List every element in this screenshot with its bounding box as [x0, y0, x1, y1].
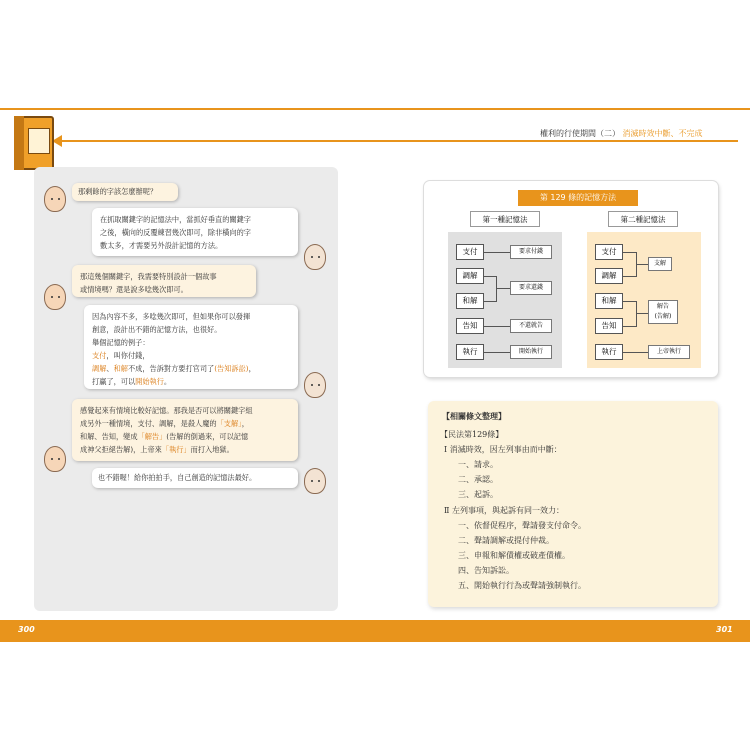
- keyword-box: 和解: [456, 293, 484, 309]
- keyword-box: 告知: [456, 318, 484, 334]
- page-number-right: 301: [716, 625, 733, 634]
- teacher-avatar: [304, 244, 326, 270]
- chapter-title-main: 權利的行使期間（二）: [540, 129, 620, 138]
- bubble-text: 成神父拒絕告解)，上帝來: [80, 445, 162, 454]
- student-avatar: [44, 446, 66, 472]
- keyword-box: 調解: [595, 268, 623, 284]
- connector: [623, 326, 637, 327]
- bubble-text: ，: [248, 364, 256, 373]
- keyword: 「執行」: [161, 445, 191, 454]
- bubble-line: [80, 417, 290, 430]
- keyword: 支付: [92, 351, 107, 360]
- header-arrow-line: [58, 140, 738, 142]
- book-label: [28, 128, 50, 154]
- teacher-avatar: [304, 468, 326, 494]
- bubble-text: 和解、告知，變成: [80, 432, 138, 441]
- bubble-text: 那剩餘的字該怎麼辦呢？: [78, 187, 158, 196]
- law-item: Ⅰ 消滅時效，因左列事由而中斷：: [444, 445, 562, 454]
- bubble-line: [92, 362, 290, 375]
- connector: [496, 276, 497, 302]
- bubble-line: 舉個記憶的例子：: [92, 338, 150, 347]
- keyword-box: 支付: [456, 244, 484, 260]
- teacher-avatar: [304, 372, 326, 398]
- connector: [484, 301, 496, 302]
- keyword: (告知訴訟): [214, 364, 249, 373]
- result-box: 要求付錢: [510, 245, 552, 259]
- bubble-line: 因為內容不多，多唸幾次即可，但如果你可以發揮: [92, 312, 251, 321]
- result-box: 支解: [648, 257, 672, 271]
- method2-label: 第二種記憶法: [608, 211, 678, 227]
- law-item: 一、依督促程序，聲請發支付命令。: [458, 521, 586, 530]
- speech-bubble: [72, 265, 256, 297]
- bubble-line: [80, 443, 290, 456]
- law-item: 三、申報和解債權或破產債權。: [458, 551, 570, 560]
- chapter-title: [540, 128, 703, 139]
- keyword: 和解: [113, 364, 128, 373]
- student-avatar: [44, 284, 66, 310]
- keyword-box: 調解: [456, 268, 484, 284]
- bubble-text: ，叫你付錢，: [106, 351, 150, 360]
- bubble-line: 感覺起來有情境比較好記憶。那我是否可以將關鍵字組: [80, 406, 253, 415]
- bubble-line: [92, 375, 290, 388]
- book-spine: [14, 116, 24, 170]
- page-number-left: 300: [18, 625, 35, 634]
- law-item: 二、承認。: [458, 475, 498, 484]
- speech-bubble: [92, 208, 298, 256]
- bubble-text: (告解的倒過來，可以記憶: [166, 432, 249, 441]
- chapter-title-highlight: 消滅時效中斷、不完成: [622, 129, 703, 138]
- law-item: 五、開始執行行為或聲請強制執行。: [458, 581, 586, 590]
- keyword-box: 支付: [595, 244, 623, 260]
- bubble-text: 而打入地獄。: [190, 445, 234, 454]
- result-box: 開始執行: [510, 345, 552, 359]
- connector: [623, 276, 637, 277]
- result-box: 要求還錢: [510, 281, 552, 295]
- speech-bubble: [92, 468, 298, 488]
- law-item: 一、請求。: [458, 460, 498, 469]
- connector: [623, 301, 637, 302]
- result-box: 上帝執行: [648, 345, 690, 359]
- top-rule: [0, 108, 750, 110]
- bubble-line: 數太多，才需要另外設計記憶的方法。: [100, 241, 223, 250]
- keyword: 開始執行: [135, 377, 164, 386]
- connector: [484, 252, 510, 253]
- connector: [636, 264, 648, 265]
- bubble-line: 或情境嗎？還是說多唸幾次即可。: [80, 285, 188, 294]
- bubble-line: 在抓取關鍵字的記憶法中，當抓好垂直的關鍵字: [100, 215, 251, 224]
- law-item: 四、告知訴訟。: [458, 566, 514, 575]
- bubble-text: 不成，告訴對方要打官司了: [127, 364, 215, 373]
- speech-bubble: [72, 399, 298, 461]
- law-heading: 【相關條文整理】: [442, 411, 506, 421]
- speech-bubble: [84, 305, 298, 389]
- keyword: 「支解」: [216, 419, 242, 428]
- law-item: 二、聲請調解或提付仲裁。: [458, 536, 554, 545]
- bubble-line: 之後，橫向的反覆練習幾次即可，除非橫向的字: [100, 228, 251, 237]
- connector: [636, 313, 648, 314]
- bubble-line: [92, 349, 290, 362]
- related-articles-box: [428, 401, 718, 607]
- connector: [484, 352, 510, 353]
- keyword: 「解告」: [137, 432, 167, 441]
- connector: [623, 252, 637, 253]
- law-article: 【民法第129條】: [440, 430, 504, 439]
- connector: [623, 352, 648, 353]
- footer-bar: [0, 620, 750, 642]
- bubble-text: 也不錯喔！給你拍拍手，自己創造的記憶法最好。: [98, 473, 257, 482]
- keyword-box: 執行: [595, 344, 623, 360]
- bubble-text: 成另外一種情境，支付、調解，是殺人魔的: [80, 419, 217, 428]
- keyword: 調解: [92, 364, 107, 373]
- connector: [496, 288, 510, 289]
- result-box: 不還就告: [510, 319, 552, 333]
- bubble-text: 。: [163, 377, 172, 386]
- keyword-box: 和解: [595, 293, 623, 309]
- speech-bubble: [72, 183, 178, 201]
- bubble-line: 那這幾個關鍵字，我需要特別設計一個故事: [80, 272, 217, 281]
- student-avatar: [44, 186, 66, 212]
- law-item: 三、起訴。: [458, 490, 498, 499]
- keyword-box: 告知: [595, 318, 623, 334]
- bubble-text: 打贏了，可以: [92, 377, 136, 386]
- method1-label: 第一種記憶法: [470, 211, 540, 227]
- bubble-line: [80, 430, 290, 443]
- bubble-line: 創意，設計出不錯的記憶方法，也很好。: [92, 325, 222, 334]
- connector: [484, 326, 510, 327]
- connector: [636, 301, 637, 327]
- diagram-title: 第 129 條的記憶方法: [518, 190, 638, 206]
- bubble-text: 、: [106, 364, 114, 373]
- keyword-box: 執行: [456, 344, 484, 360]
- result-box: 解告 (告解): [648, 300, 678, 324]
- bubble-text: ，: [241, 419, 249, 428]
- law-item: Ⅱ 左列事項，與起訴有同一效力：: [444, 506, 564, 515]
- connector: [484, 276, 496, 277]
